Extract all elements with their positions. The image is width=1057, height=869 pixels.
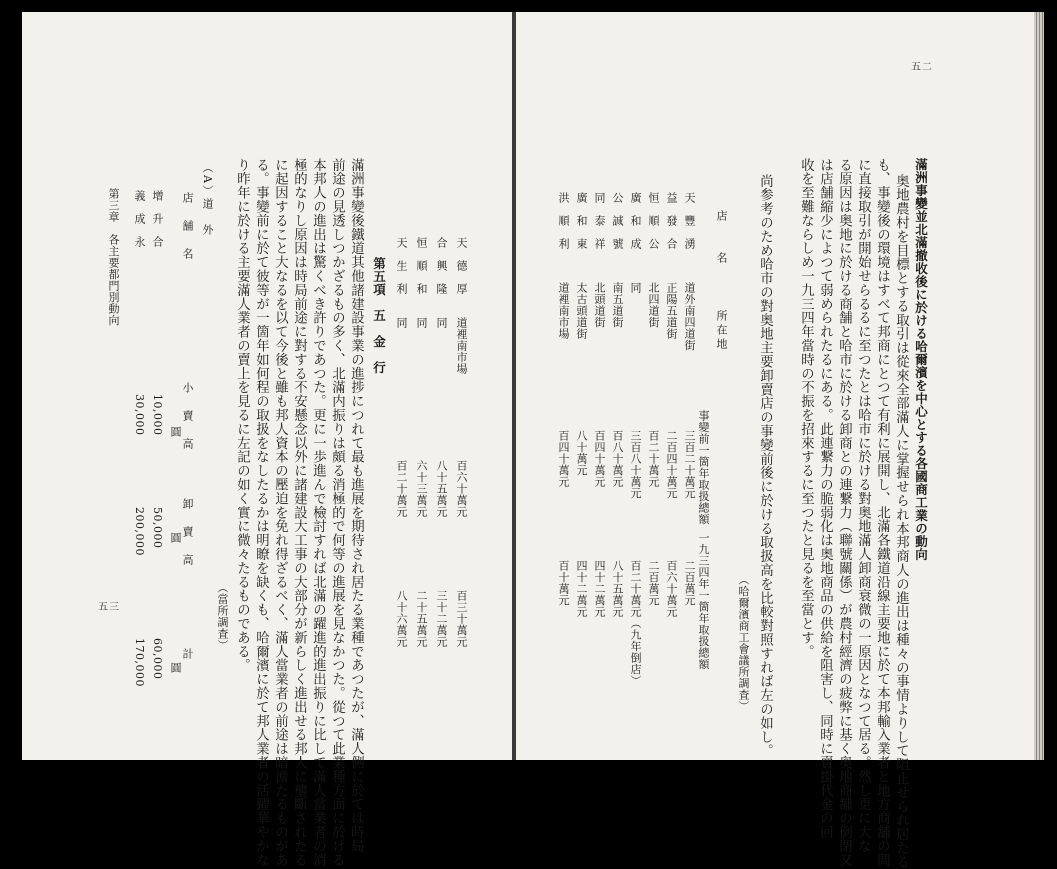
paragraph-line: 前途の見透しつかざるもの多く、北滿内振りは頗る消極的で何等の進展を見なかつた。從つて此業種方面に於ける [329,158,345,867]
table-row-after: 百十萬元 [557,560,570,606]
table-row-before: 百四十萬元 [593,430,606,488]
left-page [22,12,512,867]
table-row-before: 八十五萬元 [435,460,448,518]
table-header-wholesale: 卸 賣 高 [181,498,194,568]
table-row-location: 同 [435,317,448,329]
table-row-before: 百二十萬元 [395,460,408,518]
paragraph-line: も、事變後の環境はすべて邦商にとつて有利に展開し、北滿各鐵道沿線主要地に於て本邦輸入業者と地方商舗の間 [874,158,890,867]
table-row-location: 正陽五道街 [665,282,678,340]
table-row-name: 廣 和 東 [575,192,588,250]
table-row-name: 洪 順 利 [557,192,570,250]
table-row-before: 百八十萬元 [611,430,624,488]
right-page [516,12,1034,869]
table-row-total: 170,000 [133,638,146,687]
table-row-retail: 30,000 [133,394,146,436]
source-note: （哈爾濱商工會議所調査） [737,574,750,712]
page-number: 五二 [911,62,933,73]
paragraph-line: に直接取引が開始せらるるに至つたとは哈市に於ける對奥地滿人卸商衰微の一原因となつて居る。然し更に大な [855,158,871,853]
table-row-after: 百三十萬元 [455,590,468,648]
table-row-name: 合 興 隆 [435,237,448,295]
table-header-store: 店 舗 名 [181,192,194,262]
paragraph-line: 奥地農村を目標とする取引は從來全部滿人に掌握せられ本邦商人の進出は種々の事情よりして阻止せられ居たる [893,174,909,869]
paragraph-line: り昨年に於ける主要滿人業者の賣上を見るに左記の如く實に微々たるものである。 [234,158,250,673]
table-row-location: 道裡南市場 [455,317,468,375]
unit-label: 圓 [169,426,182,438]
table-row-before: 百六十萬元 [455,460,468,518]
subsection-title: （A）道 外 [201,162,214,237]
table-row-after: 百二十萬元（九年倒店） [629,560,642,687]
paragraph-line: 尚参考のため哈市の對奥地主要卸賣店の事變前後に於ける取扱高を比較對照すれば左の如し。 [757,174,773,758]
table-row-before: 三百二十萬元 [683,430,696,499]
table-header-location: 所在地 [715,310,728,352]
table-row-before: 百四十萬元 [557,430,570,488]
table-row-location: 同 [395,317,408,329]
paragraph-line: る。事變前に於て彼等が一箇年如何程の取扱をなしたるかは明瞭を缺くも、哈爾濱に於て邦人業者の活躍華やかな [253,158,269,867]
chapter-footer: 第三章 各主要都門別動向 [107,188,120,326]
table-row-retail: 10,000 [151,394,164,436]
table-row-name: 同 泰 祥 [593,192,606,250]
paragraph-line: 極的なりし原因は時局前途に對する不安懸念以外に諸建設大工事の大部分が新らしく進出せる邦人に壟斷されたる [291,158,307,867]
table-row-location: 太古頭道街 [575,282,588,340]
table-row-name: 恒 順 公 [647,192,660,250]
survey-note: （當所調査） [216,582,229,651]
paragraph-line: 收を至難ならしめ一九三四年當時の不振を招來するに至つたと見るを至當とす。 [798,158,814,659]
table-row-after: 三十二萬元 [435,590,448,648]
table-row-name: 恒 順 和 [415,237,428,295]
table-row-name: 天 德 厚 [455,237,468,295]
paragraph-line: る原因は奥地に於ける商舗と哈市に於ける卸商との連繋力（聯號關係）が農村經濟の疲弊に基く奥地商舗の倒閉又 [836,158,852,867]
unit-label: 圓 [169,532,182,544]
table-row-after: 四十二萬元 [593,560,606,618]
table-row-name: 天 豐 湧 [683,192,696,250]
table-row-name: 義 成 永 [133,190,146,248]
table-row-total: 60,000 [151,638,164,680]
table-row-wholesale: 50,000 [151,507,164,549]
section-heading: 第五項 五 金 行 [371,257,387,374]
table-row-location: 北四道街 [647,282,660,328]
table-row-before: 八十萬元 [575,430,588,476]
unit-label: 圓 [169,662,182,674]
page-number: 五三 [98,602,120,613]
table-row-name: 天 生 利 [395,237,408,295]
table-row-after: 八十六萬元 [395,590,408,648]
table-row-name: 增 升 合 [151,190,164,248]
table-row-location: 同 [415,317,428,329]
table-header-after: 一九三四年一箇年取扱總額 [697,532,710,670]
table-header-total: 計 [181,648,194,660]
paragraph-line: 本邦人の進出は驚くべき許りであつた。更に一歩進んで檢討すれば北滿の躍進的進出振りに比して滿人當業者の消 [310,158,326,867]
table-row-after: 四十二萬元 [575,560,588,618]
paragraph-line: は店舗縮少によつて弱められたるにある。此連繋力の脆弱化は奥地商品の供給を阻害し、同時に賣掛代金の回 [817,158,833,840]
table-row-before: 百二十萬元 [647,430,660,488]
table-row-after: 二百萬元 [683,560,696,606]
table-row-location: 北頭道街 [593,282,606,328]
page-edges [1034,12,1044,760]
table-row-location: 道外南四道街 [683,282,696,351]
table-row-name: 公 誠 號 [611,192,624,250]
table-row-after: 二十五萬元 [415,590,428,648]
table-row-before: 二百四十萬元 [665,430,678,499]
table-header-before: 事變前一箇年取扱總額 [697,410,710,525]
table-row-location: 同 [629,282,642,294]
section-heading: 滿洲事變並北滿撤收後に於ける哈爾濱を中心とする各國商工業の動向 [913,158,929,561]
table-header-retail: 小 賣 高 [181,382,194,452]
table-row-wholesale: 200,000 [133,507,146,556]
table-row-location: 南五道街 [611,282,624,328]
table-row-after: 百六十萬元 [665,560,678,618]
table-row-name: 廣 和 成 [629,192,642,250]
table-row-after: 八十五萬元 [611,560,624,618]
table-row-location: 道裡南市場 [557,282,570,340]
table-header-store: 店 名 [715,210,728,266]
table-row-name: 益 發 合 [665,192,678,250]
paragraph-line: 滿洲事變後鐵道其他諸建設事業の進捗につれて最も進展を期待され居たる業種であつたが、滿人側に於ては時局 [348,158,364,853]
table-row-before: 六十三萬元 [415,460,428,518]
table-row-after: 二百萬元 [647,560,660,606]
paragraph-line: に起因すること大なるを以て今後と雖も邦人資本の壓迫を免れ得ざるべく、滿人當業者の前途は暗澹たるものがあ [272,158,288,867]
table-row-before: 三百八十萬元 [629,430,642,499]
